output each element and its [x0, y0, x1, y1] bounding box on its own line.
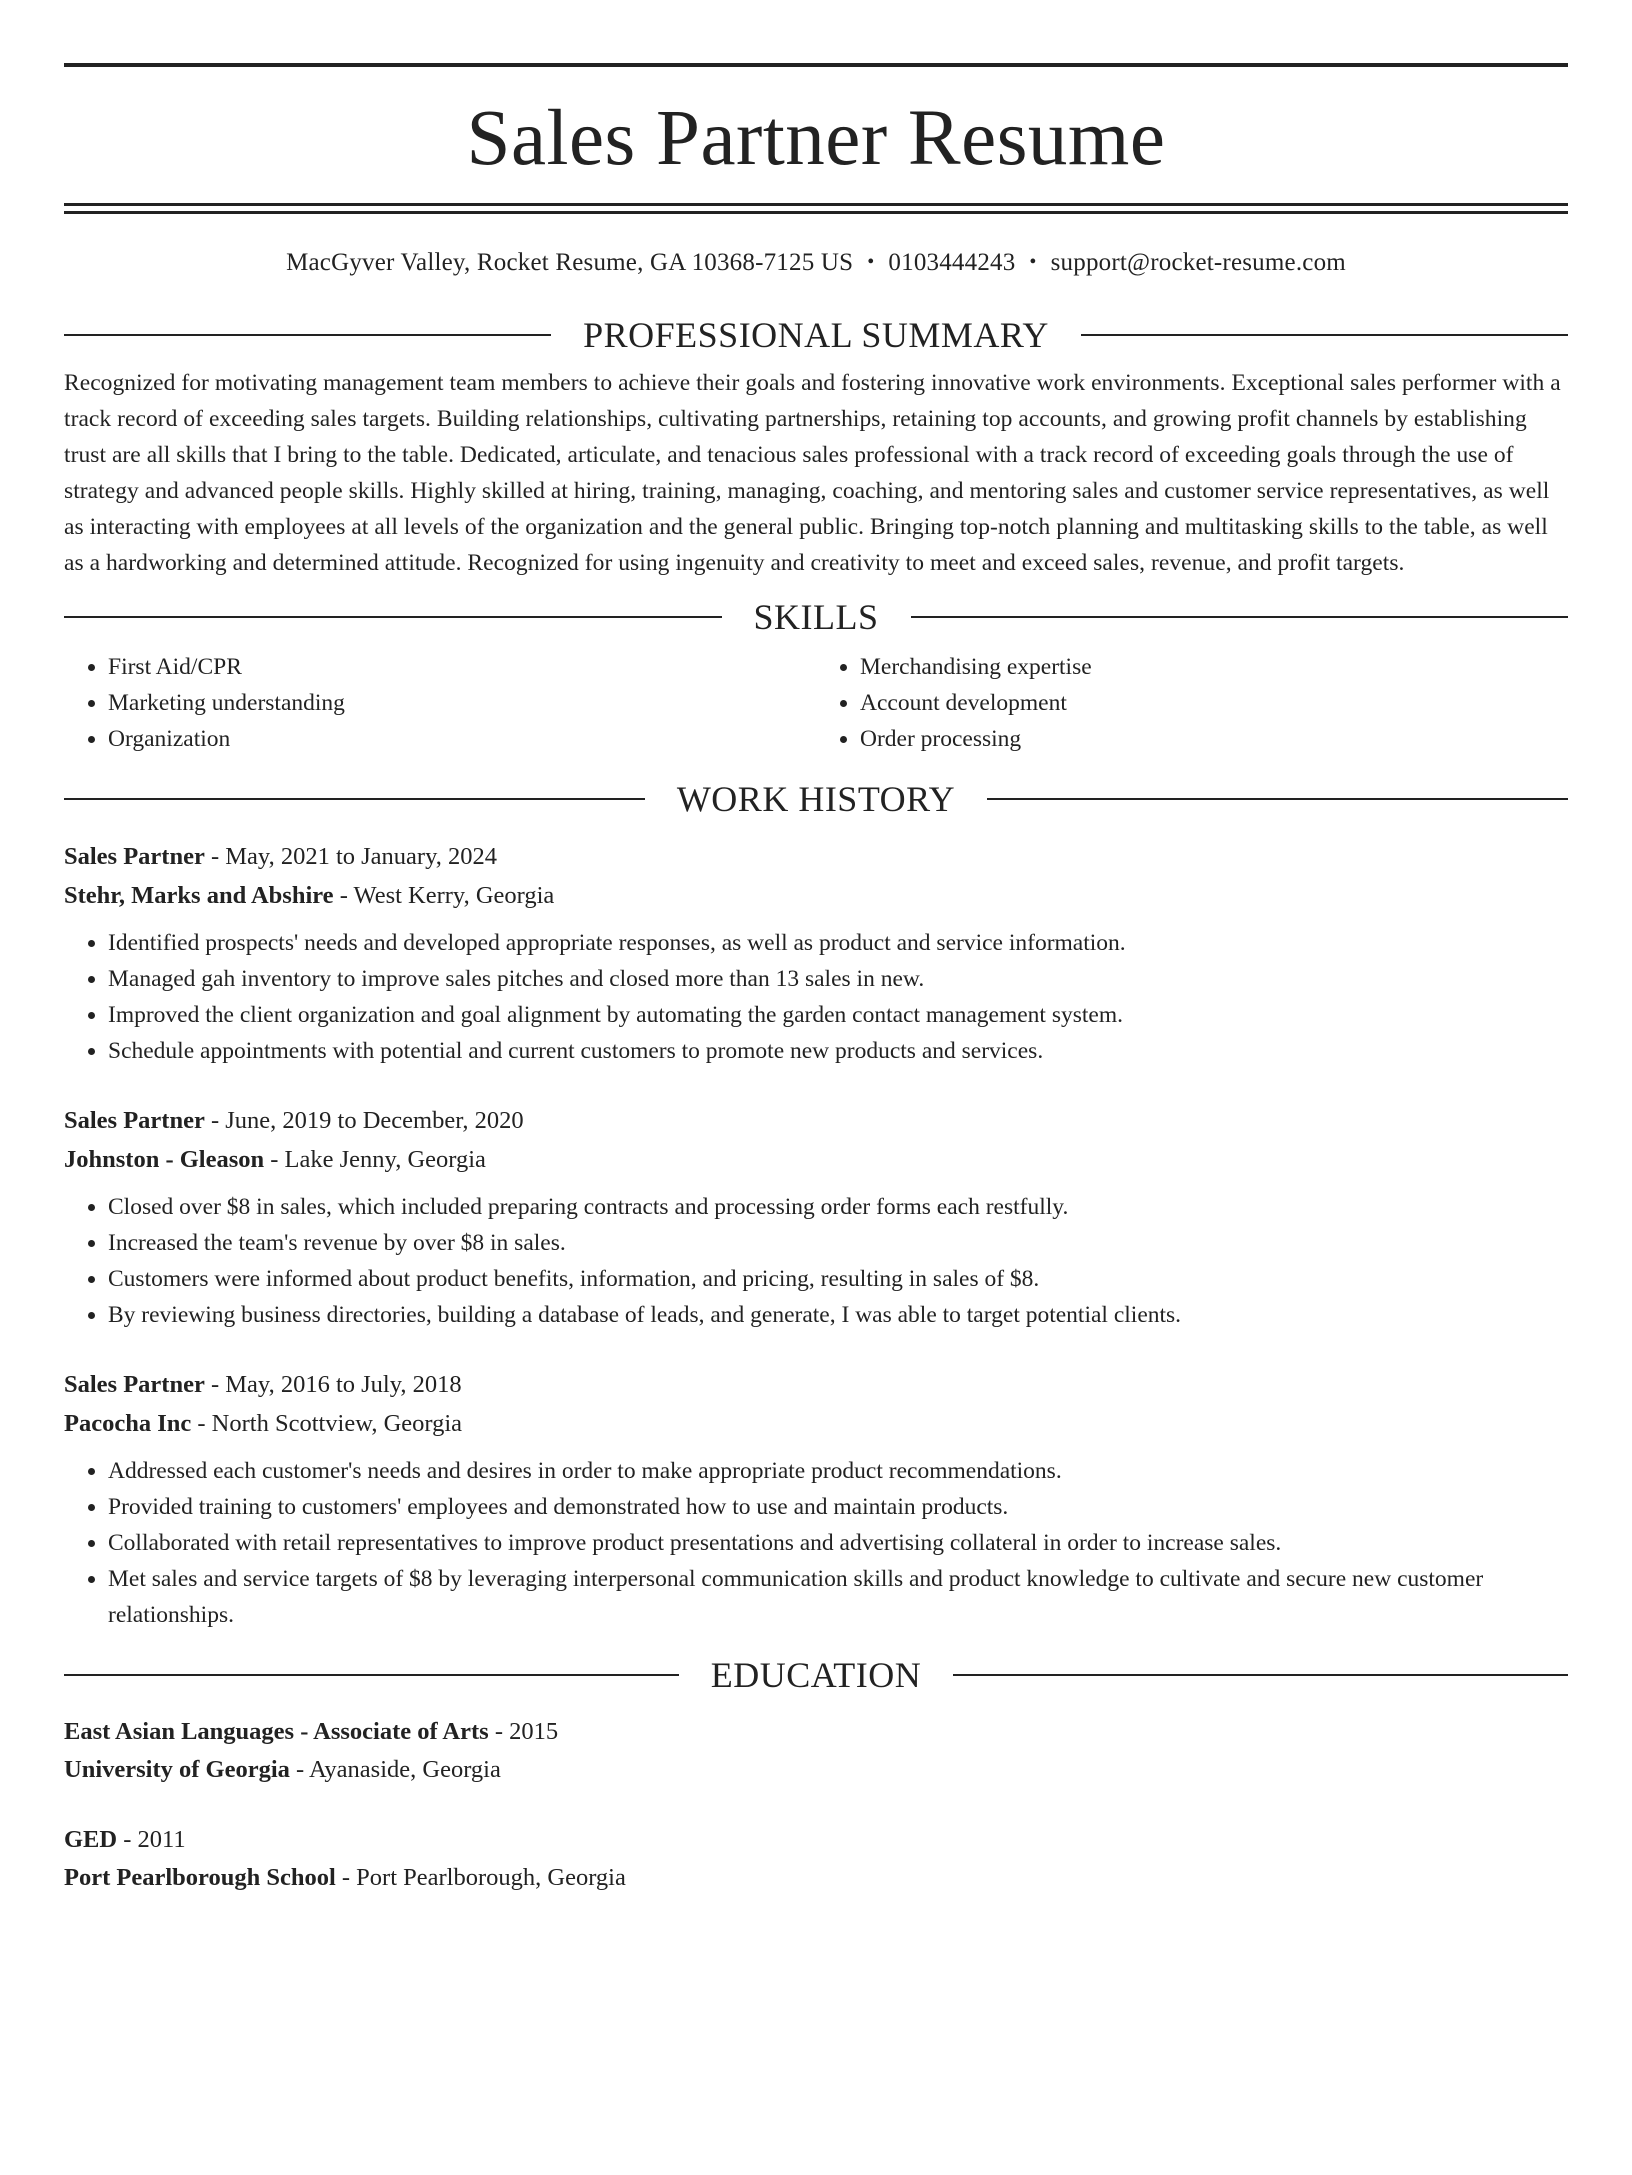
education-degree-line: [64, 1821, 1568, 1859]
education-year: - 2015: [488, 1718, 559, 1745]
heading-rule-right: [1081, 334, 1568, 336]
job-company-line: [64, 1404, 1568, 1443]
work-heading: [64, 779, 1568, 819]
education-heading: [64, 1655, 1568, 1695]
education-school: Port Pearlborough School: [64, 1864, 336, 1891]
skill-item: • Merchandising expertise: [860, 649, 1568, 685]
education-degree: East Asian Languages - Associate of Arts: [64, 1718, 489, 1745]
skill-item: • Marketing understanding: [108, 685, 816, 721]
job-bullet: • Provided training to customers' employees and demonstrated how to use and maintain products.: [108, 1489, 1568, 1525]
skills-heading: [64, 597, 1568, 637]
contact-line: [64, 250, 1568, 275]
job-location: - Lake Jenny, Georgia: [264, 1146, 486, 1173]
heading-rule-right: [953, 1674, 1568, 1676]
contact-separator: •: [867, 251, 875, 273]
job-title-line: [64, 1101, 1568, 1140]
job-bullet: • Addressed each customer's needs and desires in order to make appropriate product recommendations.: [108, 1453, 1568, 1489]
heading-rule-left: [64, 616, 722, 618]
skills-column-left: [64, 649, 816, 757]
job-bullets: [64, 1189, 1568, 1333]
skill-item: • First Aid/CPR: [108, 649, 816, 685]
contact-phone: 0103444243: [888, 249, 1016, 276]
job-bullets: [64, 925, 1568, 1069]
job-title-line: [64, 1365, 1568, 1404]
job-company: Johnston - Gleason: [64, 1146, 265, 1173]
job-company-line: [64, 876, 1568, 915]
job-location: - North Scottview, Georgia: [191, 1410, 463, 1437]
skills-column-right: [816, 649, 1568, 757]
job-location: - West Kerry, Georgia: [333, 882, 555, 909]
job-dates: - June, 2019 to December, 2020: [204, 1107, 524, 1134]
work-heading-label: WORK HISTORY: [676, 779, 956, 819]
job-bullet: • Identified prospects' needs and developed appropriate responses, as well as product and service information.: [108, 925, 1568, 961]
job-bullet: • Customers were informed about product benefits, information, and pricing, resulting in sales of $8.: [108, 1261, 1568, 1297]
education-degree-line: [64, 1713, 1568, 1751]
heading-rule-left: [64, 334, 551, 336]
job-company: Pacocha Inc: [64, 1410, 192, 1437]
heading-rule-left: [64, 798, 645, 800]
title-rule-upper: [64, 203, 1568, 206]
job-dates: - May, 2021 to January, 2024: [204, 843, 497, 870]
job-bullet: • Schedule appointments with potential and current customers to promote new products and services.: [108, 1033, 1568, 1069]
heading-rule-right: [987, 798, 1568, 800]
page-title: Sales Partner Resume: [466, 95, 1166, 182]
heading-rule-right: [911, 616, 1569, 618]
summary-heading: [64, 315, 1568, 355]
contact-separator: •: [1029, 251, 1037, 273]
job-bullet: • By reviewing business directories, building a database of leads, and generate, I was able to target potential clients.: [108, 1297, 1568, 1333]
job-company-line: [64, 1140, 1568, 1179]
heading-rule-left: [64, 1674, 679, 1676]
contact-address: MacGyver Valley, Rocket Resume, GA 10368-7125 US: [286, 249, 854, 276]
top-rule: [64, 63, 1568, 67]
title-rule-lower: [64, 211, 1568, 214]
skill-item: • Account development: [860, 685, 1568, 721]
education-school-line: [64, 1859, 1568, 1897]
skill-item: • Order processing: [860, 721, 1568, 757]
job-title-line: [64, 837, 1568, 876]
job-title: Sales Partner: [64, 843, 205, 870]
job-company: Stehr, Marks and Abshire: [64, 882, 334, 909]
education-school-line: [64, 1751, 1568, 1789]
job-bullet: • Met sales and service targets of $8 by leveraging interpersonal communication skills and product knowledge to cultivate and secure new customer relationships.: [108, 1561, 1568, 1633]
job-bullet: • Managed gah inventory to improve sales pitches and closed more than 13 sales in new.: [108, 961, 1568, 997]
job-bullet: • Closed over $8 in sales, which included preparing contracts and processing order forms each restfully.: [108, 1189, 1568, 1225]
education-school: University of Georgia: [64, 1756, 290, 1783]
job-title: Sales Partner: [64, 1371, 205, 1398]
education-location: - Port Pearlborough, Georgia: [335, 1864, 626, 1891]
education-year: - 2011: [117, 1826, 186, 1853]
job-bullets: [64, 1453, 1568, 1633]
education-location: - Ayanaside, Georgia: [289, 1756, 501, 1783]
summary-text: Recognized for motivating management team members to achieve their goals and fostering innovative work environments. Exceptional sales performer with a track record of exceeding sales targets. Building relationships, cultivating partnerships, retaining top accounts, and growing profit channels by establishing trust are all skills that I bring to the table. Dedicated, articulate, and tenacious sales professional with a track record of exceeding goals through the use of strategy and advanced people skills. Highly skilled at hiring, training, managing, coaching, and mentoring sales and customer service representatives, as well as interacting with employees at all levels of the organization and the general public. Bringing top-notch planning and multitasking skills to the table, as well as a hardworking and determined attitude. Recognized for using ingenuity and creativity to meet and exceed sales, revenue, and profit targets.: [64, 370, 1561, 576]
education-degree: GED: [64, 1826, 118, 1853]
job-bullet: • Increased the team's revenue by over $8 in sales.: [108, 1225, 1568, 1261]
job-entry: [64, 1101, 1568, 1333]
summary-heading-label: PROFESSIONAL SUMMARY: [583, 315, 1049, 355]
education-heading-label: EDUCATION: [710, 1655, 922, 1695]
job-dates: - May, 2016 to July, 2018: [204, 1371, 462, 1398]
contact-email: support@rocket-resume.com: [1050, 249, 1346, 276]
job-bullet: • Improved the client organization and goal alignment by automating the garden contact management system.: [108, 997, 1568, 1033]
skills-heading-label: SKILLS: [753, 597, 879, 637]
education-entry: [64, 1821, 1568, 1897]
education-entry: [64, 1713, 1568, 1789]
skills-list: [64, 649, 1568, 757]
skill-item: • Organization: [108, 721, 816, 757]
job-entry: [64, 837, 1568, 1069]
job-bullet: • Collaborated with retail representatives to improve product presentations and advertising collateral in order to increase sales.: [108, 1525, 1568, 1561]
job-title: Sales Partner: [64, 1107, 205, 1134]
resume-page: [0, 63, 1632, 2175]
job-entry: [64, 1365, 1568, 1633]
